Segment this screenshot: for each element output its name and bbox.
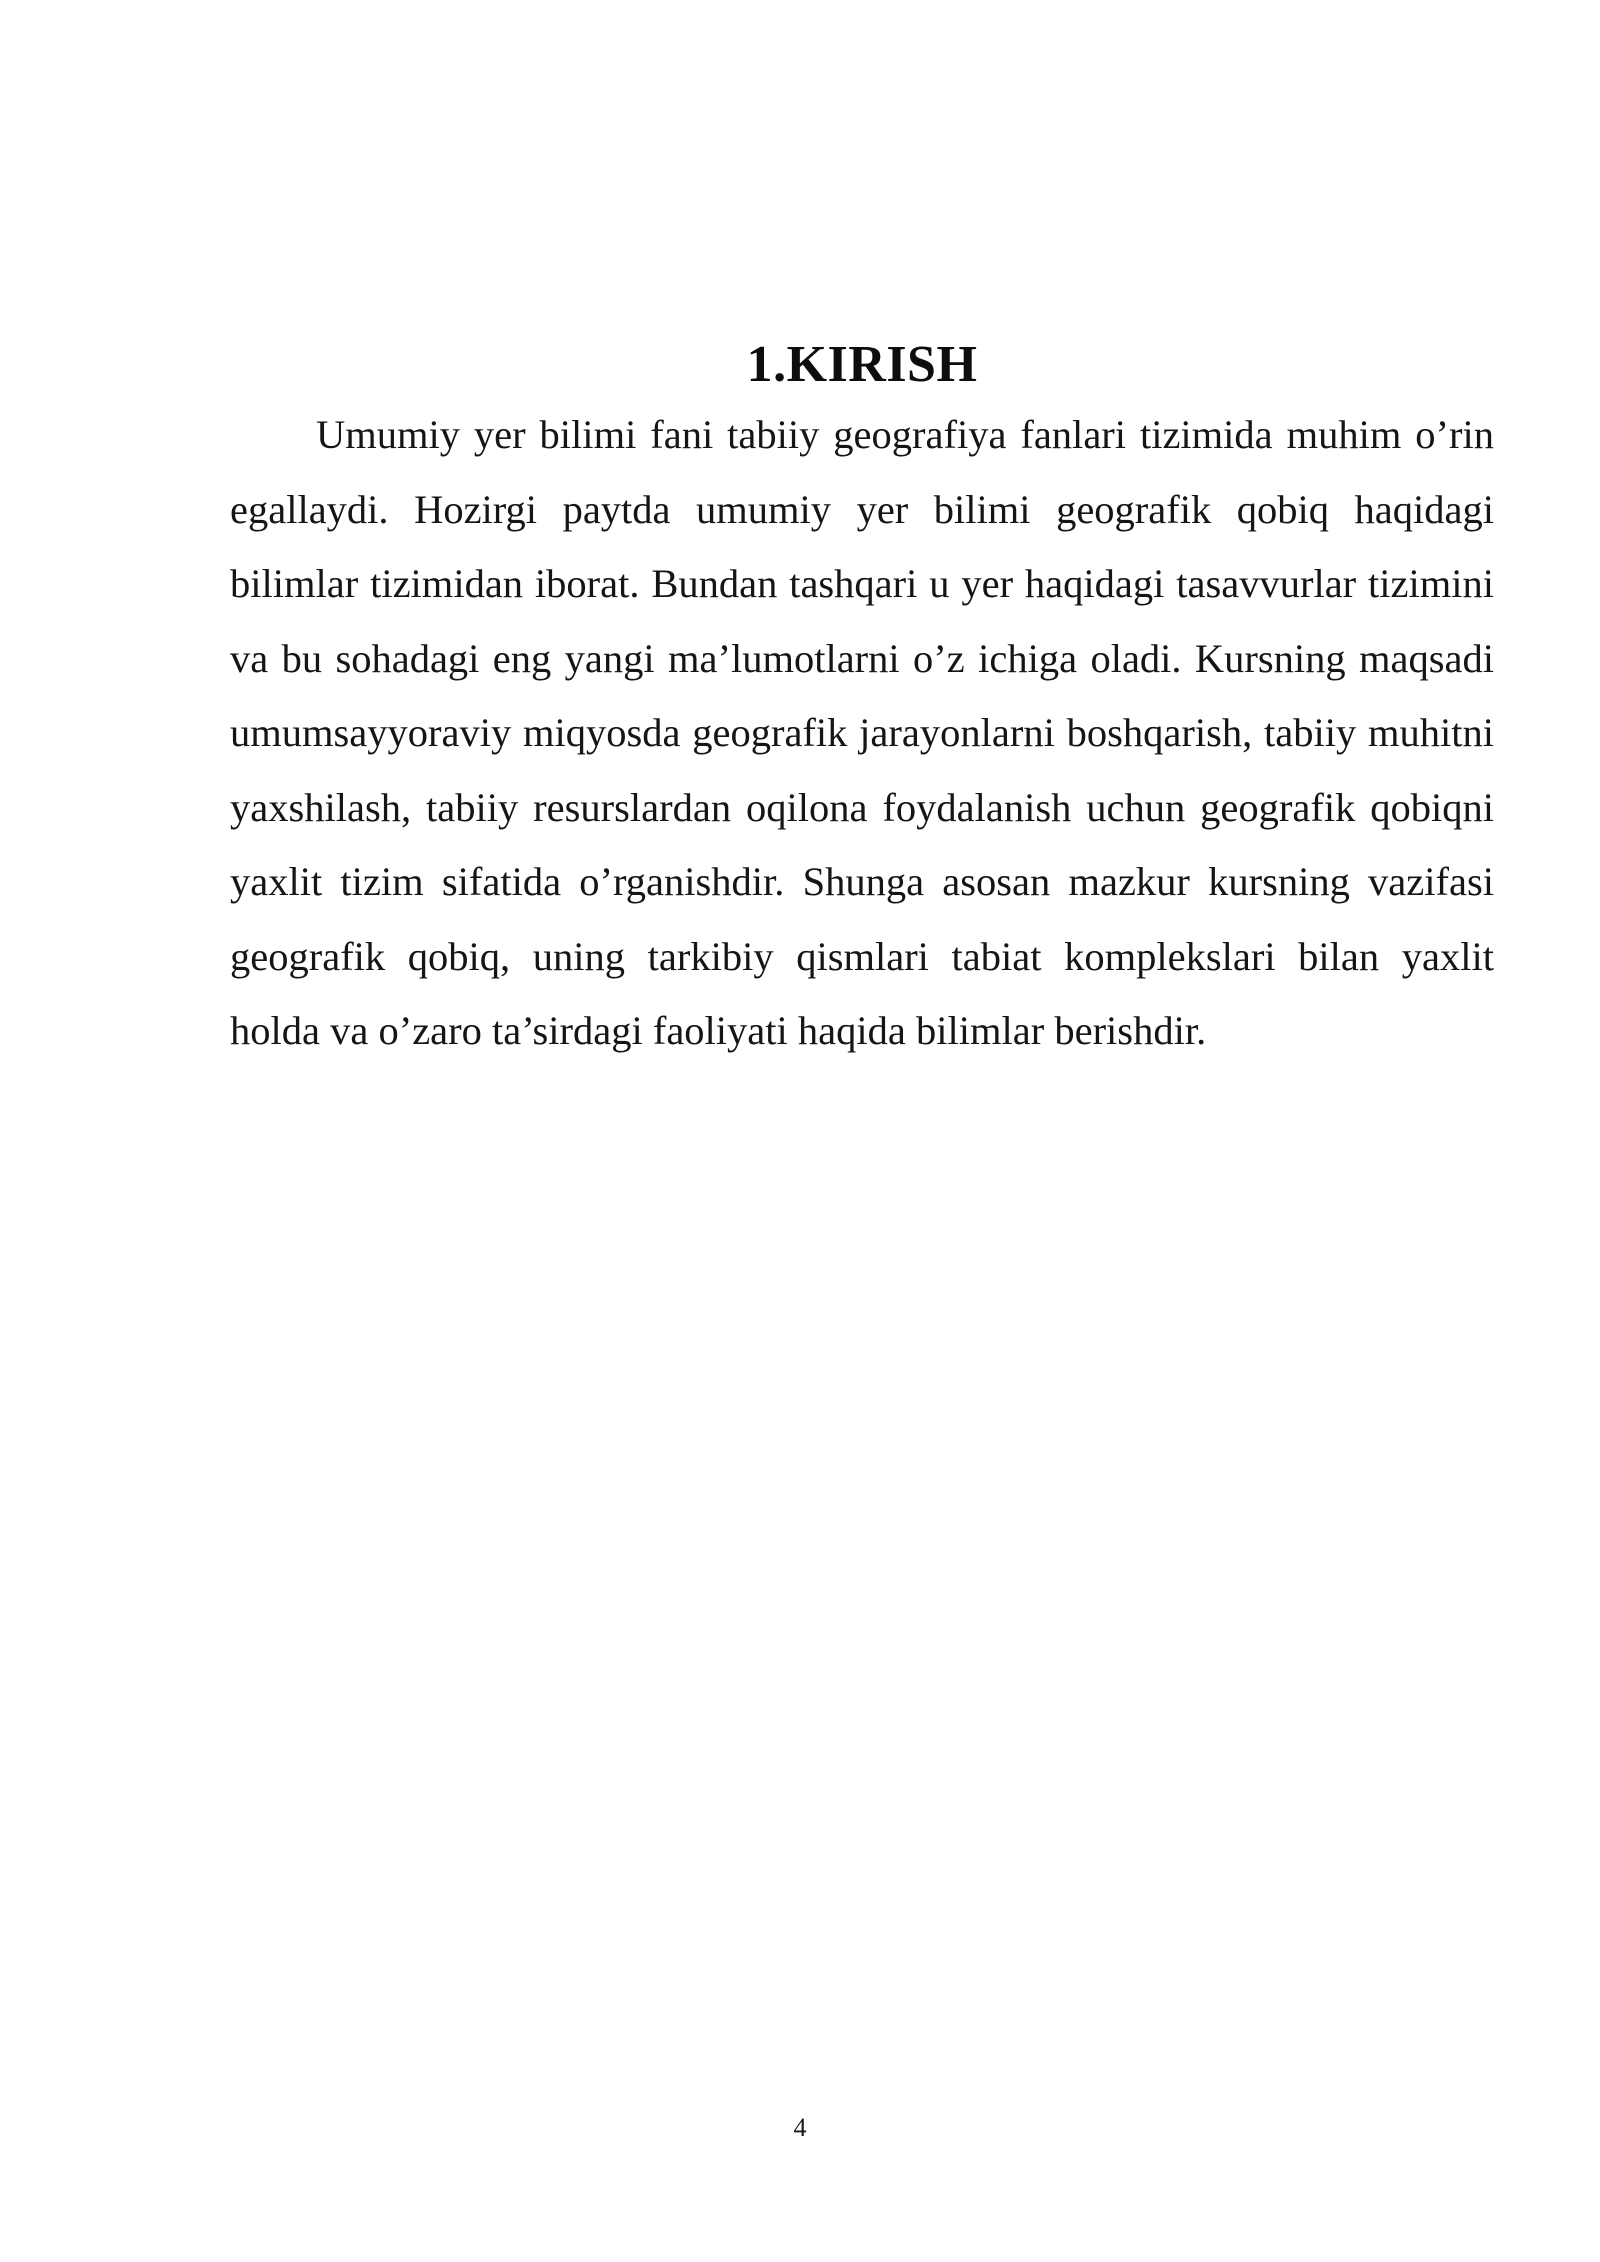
section-heading: 1.KIRISH bbox=[746, 335, 978, 393]
body-paragraph: Umumiy yer bilimi fani tabiiy geografiya fanlari tizimida muhim o’rin egallaydi. Hozirgi paytda umumiy yer bilimi geografik qobiq haqidagi bilimlar tizimidan iborat. Bundan tashqari u yer haqidagi tasavvurlar tizimini va bu sohadagi eng yangi ma’lumotlarni o’z ichiga oladi. Kursning maqsadi umumsayyoraviy miqyosda geografik jarayonlarni boshqarish, tabiiy muhitni yaxshilash, tabiiy resurslardan oqilona foydalanish uchun geografik qobiqni yaxlit tizim sifatida o’rganishdir. Shunga asosan mazkur kursning vazifasi geografik qobiq, uning tarkibiy qismlari tabiat komplekslari bilan yaxlit holda va o’zaro ta’sirdagi faoliyati haqida bilimlar berishdir. bbox=[230, 412, 1494, 1053]
page-number: 4 bbox=[793, 2113, 807, 2142]
